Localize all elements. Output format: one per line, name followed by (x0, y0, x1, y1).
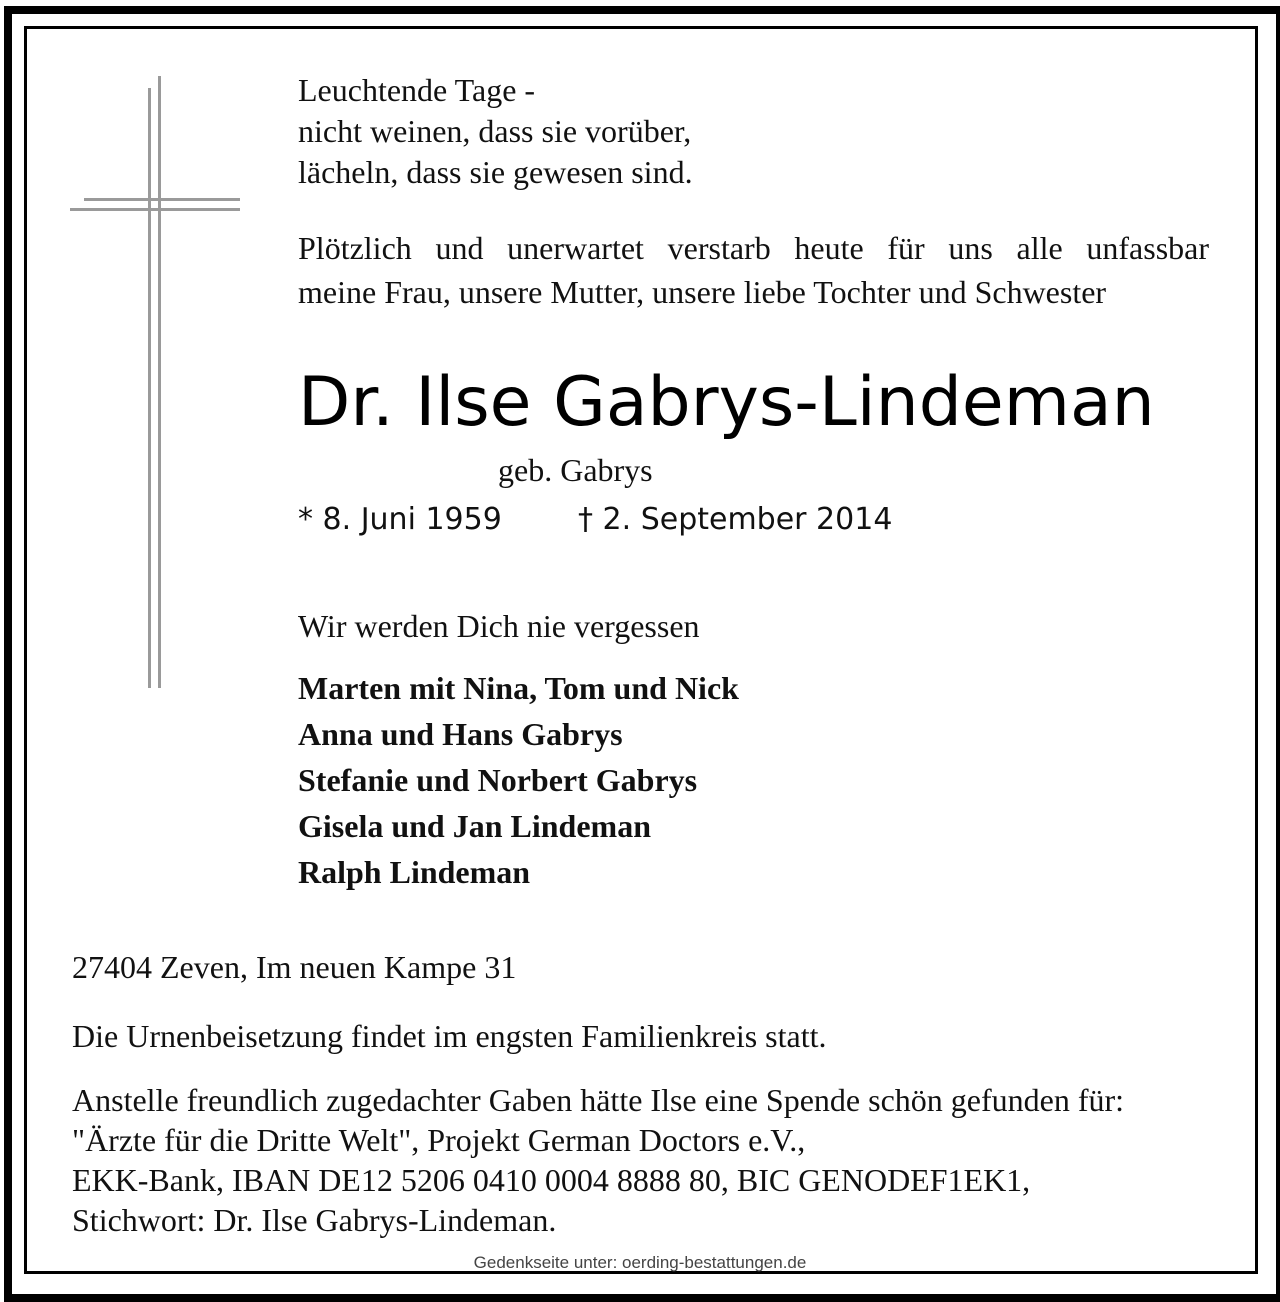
donation-note (72, 1080, 1124, 1240)
mourner-entry: Anna und Hans Gabrys (298, 716, 623, 752)
birth-date: * 8. Juni 1959 (298, 502, 502, 537)
cross-icon (60, 60, 250, 700)
announcement-line: Plötzlich und unerwartet verstarb heute für uns alle unfassbar (298, 230, 1209, 266)
farewell-text: Wir werden Dich nie vergessen (298, 608, 700, 644)
donation-line: "Ärzte für die Dritte Welt", Projekt German Doctors e.V., (72, 1122, 806, 1158)
address: 27404 Zeven, Im neuen Kampe 31 (72, 949, 517, 985)
poem-line: lächeln, dass sie gewesen sind. (298, 154, 693, 190)
donation-line: Stichwort: Dr. Ilse Gabrys-Lindeman. (72, 1202, 557, 1238)
burial-note: Die Urnenbeisetzung findet im engsten Familienkreis statt. (72, 1018, 827, 1054)
donation-line: Anstelle freundlich zugedachter Gaben hätte Ilse eine Spende schön gefunden für: (72, 1082, 1125, 1118)
poem-line: Leuchtende Tage - (298, 72, 536, 108)
mourners-list (298, 668, 739, 898)
mourner-entry: Stefanie und Norbert Gabrys (298, 762, 698, 798)
mourner-entry: Marten mit Nina, Tom und Nick (298, 670, 739, 706)
life-dates (298, 500, 893, 540)
mourner-entry: Gisela und Jan Lindeman (298, 808, 651, 844)
poem (298, 70, 693, 193)
footer-link[interactable]: Gedenkseite unter: oerding-bestattungen.de (473, 1253, 807, 1272)
deceased-name: Dr. Ilse Gabrys-Lindeman (298, 363, 1155, 442)
death-date: † 2. September 2014 (578, 502, 893, 537)
donation-line: EKK-Bank, IBAN DE12 5206 0410 0004 8888 80, BIC GENODEF1EK1, (72, 1162, 1031, 1198)
poem-line: nicht weinen, dass sie vorüber, (298, 113, 692, 149)
birth-name: geb. Gabrys (498, 452, 653, 488)
announcement-line: meine Frau, unsere Mutter, unsere liebe Tochter und Schwester (298, 274, 1107, 310)
mourner-entry: Ralph Lindeman (298, 854, 531, 890)
announcement (298, 228, 1209, 316)
